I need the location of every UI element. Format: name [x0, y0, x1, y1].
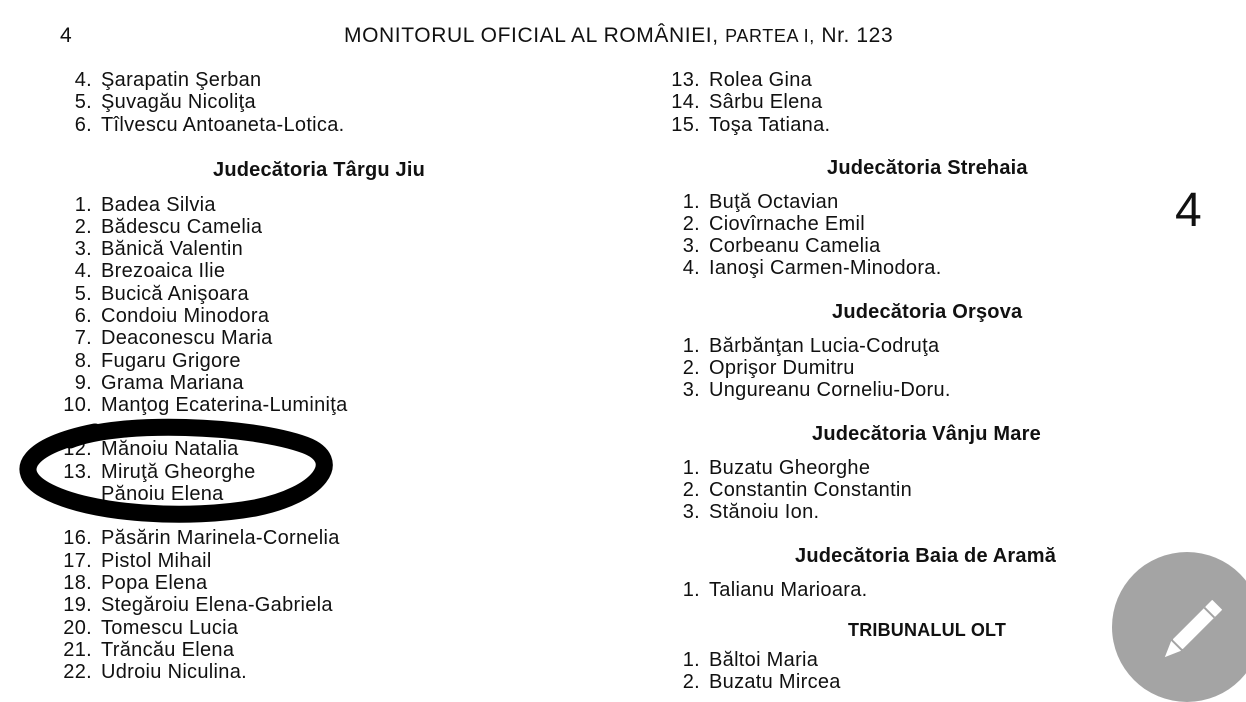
- list-item: 1. Buţă Octavian: [682, 191, 839, 213]
- list-item: 5. Şuvagău Nicoliţa: [74, 91, 256, 113]
- list-item: 21. Trăncău Elena: [63, 639, 235, 661]
- list-item: 4. Brezoaica Ilie: [74, 260, 226, 282]
- section-heading-tribunalul-olt: TRIBUNALUL OLT: [848, 620, 1007, 640]
- list-item: 12. Mănoiu Natalia: [63, 438, 239, 460]
- list-item: 6. Tîlvescu Antoaneta-Lotica.: [74, 114, 345, 136]
- masthead-number: Nr. 123: [821, 24, 894, 47]
- list-item: 1. Talianu Marioara.: [682, 579, 868, 601]
- list-item: 17. Pistol Mihail: [63, 550, 212, 572]
- list-item: 18. Popa Elena: [63, 572, 208, 594]
- masthead-partea: PARTEA I,: [725, 26, 815, 46]
- list-item: 2. Buzatu Mircea: [682, 671, 841, 693]
- list-item: 7. Deaconescu Maria: [74, 327, 273, 349]
- list-item: 4. Ianoşi Carmen-Minodora.: [682, 257, 942, 279]
- list-item: 2. Constantin Constantin: [682, 479, 913, 501]
- list-item: 1. Buzatu Gheorghe: [682, 457, 871, 479]
- edit-fab-button[interactable]: [1112, 552, 1246, 702]
- masthead-title: MONITORUL OFICIAL AL ROMÂNIEI,: [344, 24, 719, 47]
- list-item: 13. Miruţă Gheorghe: [63, 461, 256, 483]
- list-item: 6. Condoiu Minodora: [74, 305, 270, 327]
- side-page-indicator: 4: [1175, 184, 1202, 237]
- list-item: 20. Tomescu Lucia: [63, 617, 239, 639]
- section-heading-orsova: Judecătoria Orşova: [832, 301, 1023, 323]
- section-heading-targu-jiu: Judecătoria Târgu Jiu: [213, 159, 426, 181]
- list-item: 4. Şarapatin Şerban: [74, 69, 262, 91]
- list-item: 13. Rolea Gina: [671, 69, 813, 91]
- pencil-icon: [1146, 586, 1236, 676]
- list-item: 2. Bădescu Camelia: [74, 216, 263, 238]
- section-heading-baia-de-arama: Judecătoria Baia de Aramă: [795, 545, 1057, 567]
- list-item: 2. Ciovîrnache Emil: [682, 213, 865, 235]
- gazette-masthead: [344, 24, 893, 48]
- list-item: 9. Grama Mariana: [74, 372, 244, 394]
- list-item: 14. Sârbu Elena: [671, 91, 823, 113]
- list-item: 10. Manţog Ecaterina-Luminiţa: [63, 394, 348, 416]
- list-item: 8. Fugaru Grigore: [74, 350, 241, 372]
- list-item: 1. Băltoi Maria: [682, 649, 819, 671]
- list-item: 2. Oprişor Dumitru: [682, 357, 855, 379]
- list-item: 16. Păsărin Marinela-Cornelia: [63, 527, 340, 549]
- list-item: 22. Udroiu Niculina.: [63, 661, 247, 683]
- list-item: 15. Toşa Tatiana.: [671, 114, 831, 136]
- list-item: 3. Stănoiu Ion.: [682, 501, 820, 523]
- list-item: 3. Corbeanu Camelia: [682, 235, 881, 257]
- list-item: 3. Bănică Valentin: [74, 238, 243, 260]
- list-item: 1. Bărbănţan Lucia-Codruţa: [682, 335, 940, 357]
- section-heading-vanju-mare: Judecătoria Vânju Mare: [812, 423, 1041, 445]
- list-item: Pănoiu Elena: [101, 483, 224, 505]
- list-item: 5. Bucică Anişoara: [74, 283, 249, 305]
- list-item: 19. Stegăroiu Elena-Gabriela: [63, 594, 333, 616]
- section-heading-strehaia: Judecătoria Strehaia: [827, 157, 1028, 179]
- page-number: 4: [60, 24, 72, 47]
- list-item: 3. Ungureanu Corneliu-Doru.: [682, 379, 951, 401]
- list-item: 1. Badea Silvia: [74, 194, 216, 216]
